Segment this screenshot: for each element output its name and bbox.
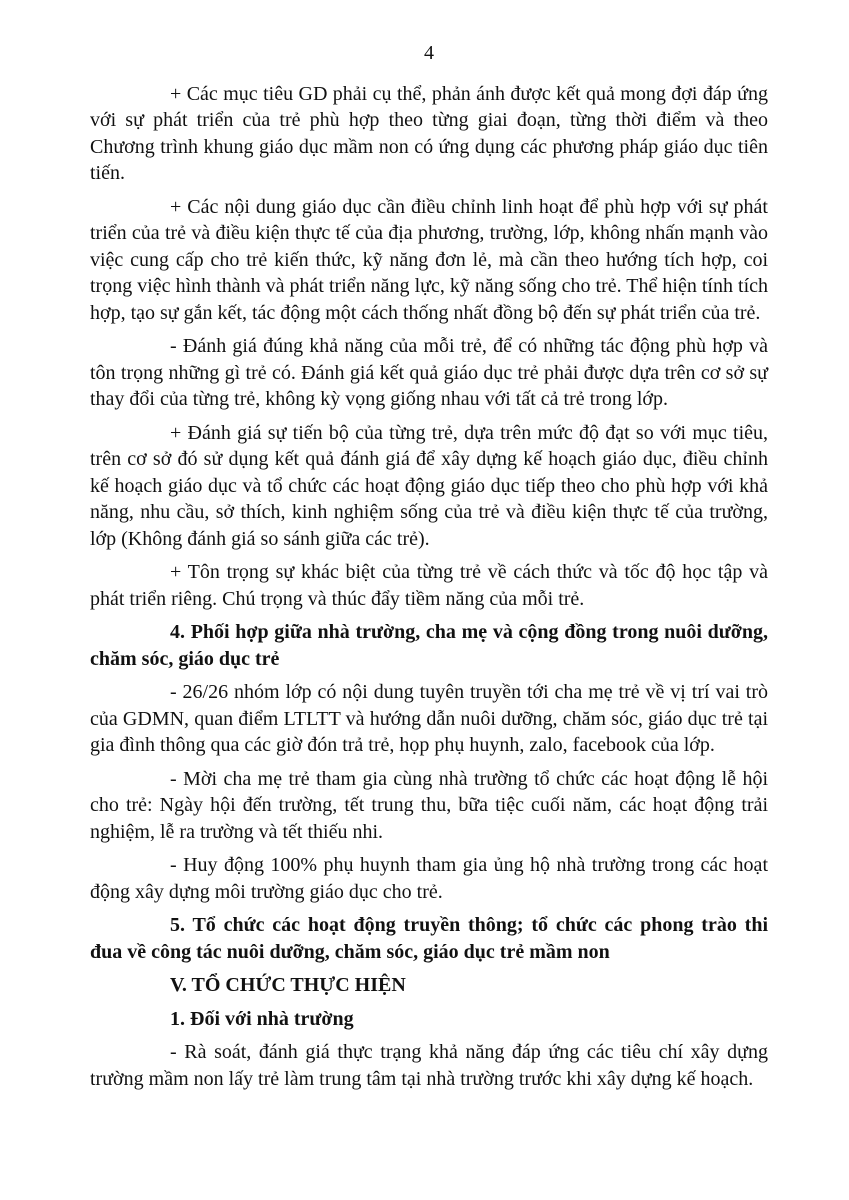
paragraph: - Mời cha mẹ trẻ tham gia cùng nhà trường tổ chức các hoạt động lễ hội cho trẻ: Ngày hội đến trường, tết trung thu, bữa tiệc cuối năm, các hoạt động trải nghiệm, lễ ra trường và tết thiếu nhi. [90, 767, 768, 843]
paragraph: - 26/26 nhóm lớp có nội dung tuyên truyền tới cha mẹ trẻ về vị trí vai trò của GDMN, quan điểm LTLTT và hướng dẫn nuôi dưỡng, chăm sóc, giáo dục trẻ tại gia đình thông qua các giờ đón trả trẻ, họp phụ huynh, zalo, facebook của lớp. [90, 681, 768, 756]
paragraph: + Các nội dung giáo dục cần điều chỉnh linh hoạt để phù hợp với sự phát triển của trẻ và điều kiện thực tế của địa phương, trường, lớp, không nhấn mạnh vào việc cung cấp cho trẻ kiến thức, kỹ năng đơn lẻ, mà cần theo hướng tích hợp, coi trọng việc hình thành và phát triển năng lực, kỹ năng sống cho trẻ. Thể hiện tính tích hợp, tạo sự gắn kết, tác động một cách thống nhất đồng bộ đến sự phát triển của trẻ. [90, 195, 768, 324]
section-heading: 5. Tổ chức các hoạt động truyền thông; tổ chức các phong trào thi đua về công tác nuôi dưỡng, chăm sóc, giáo dục trẻ mầm non [90, 914, 768, 963]
section-heading: 4. Phối hợp giữa nhà trường, cha mẹ và cộng đồng trong nuôi dưỡng, chăm sóc, giáo dục trẻ [90, 621, 768, 670]
paragraph: - Rà soát, đánh giá thực trạng khả năng đáp ứng các tiêu chí xây dựng trường mầm non lấy trẻ làm trung tâm tại nhà trường trước khi xây dựng kế hoạch. [90, 1041, 768, 1090]
paragraph: + Các mục tiêu GD phải cụ thể, phản ánh được kết quả mong đợi đáp ứng với sự phát triển của trẻ phù hợp theo từng giai đoạn, từng thời điểm và theo Chương trình khung giáo dục mầm non có ứng dụng các phương pháp giáo dục tiên tiến. [90, 82, 768, 184]
paragraph: - Đánh giá đúng khả năng của mỗi trẻ, để có những tác động phù hợp và tôn trọng những gì trẻ có. Đánh giá kết quả giáo dục trẻ phải được dựa trên cơ sở sự thay đổi của từng trẻ, không kỳ vọng giống nhau với tất cả trẻ trong lớp. [90, 335, 768, 410]
section-heading: V. TỔ CHỨC THỰC HIỆN [170, 974, 406, 996]
document-body-text [90, 81, 768, 1093]
paragraph: + Đánh giá sự tiến bộ của từng trẻ, dựa trên mức độ đạt so với mục tiêu, trên cơ sở đó sử dụng kết quả đánh giá để xây dựng kế hoạch giáo dục, điều chỉnh kế hoạch giáo dục và tổ chức các hoạt động giáo dục tiếp theo cho phù hợp với khả năng, nhu cầu, sở thích, kinh nghiệm sống của trẻ và điều kiện thực tế của trường, lớp (Không đánh giá so sánh giữa các trẻ). [90, 421, 768, 550]
page-number: 4 [424, 42, 434, 64]
paragraph: - Huy động 100% phụ huynh tham gia ủng hộ nhà trường trong các hoạt động xây dựng môi trường giáo dục cho trẻ. [90, 854, 768, 903]
section-heading: 1. Đối với nhà trường [170, 1007, 354, 1030]
paragraph: + Tôn trọng sự khác biệt của từng trẻ về cách thức và tốc độ học tập và phát triển riêng. Chú trọng và thúc đẩy tiềm năng của mỗi trẻ. [90, 561, 768, 610]
